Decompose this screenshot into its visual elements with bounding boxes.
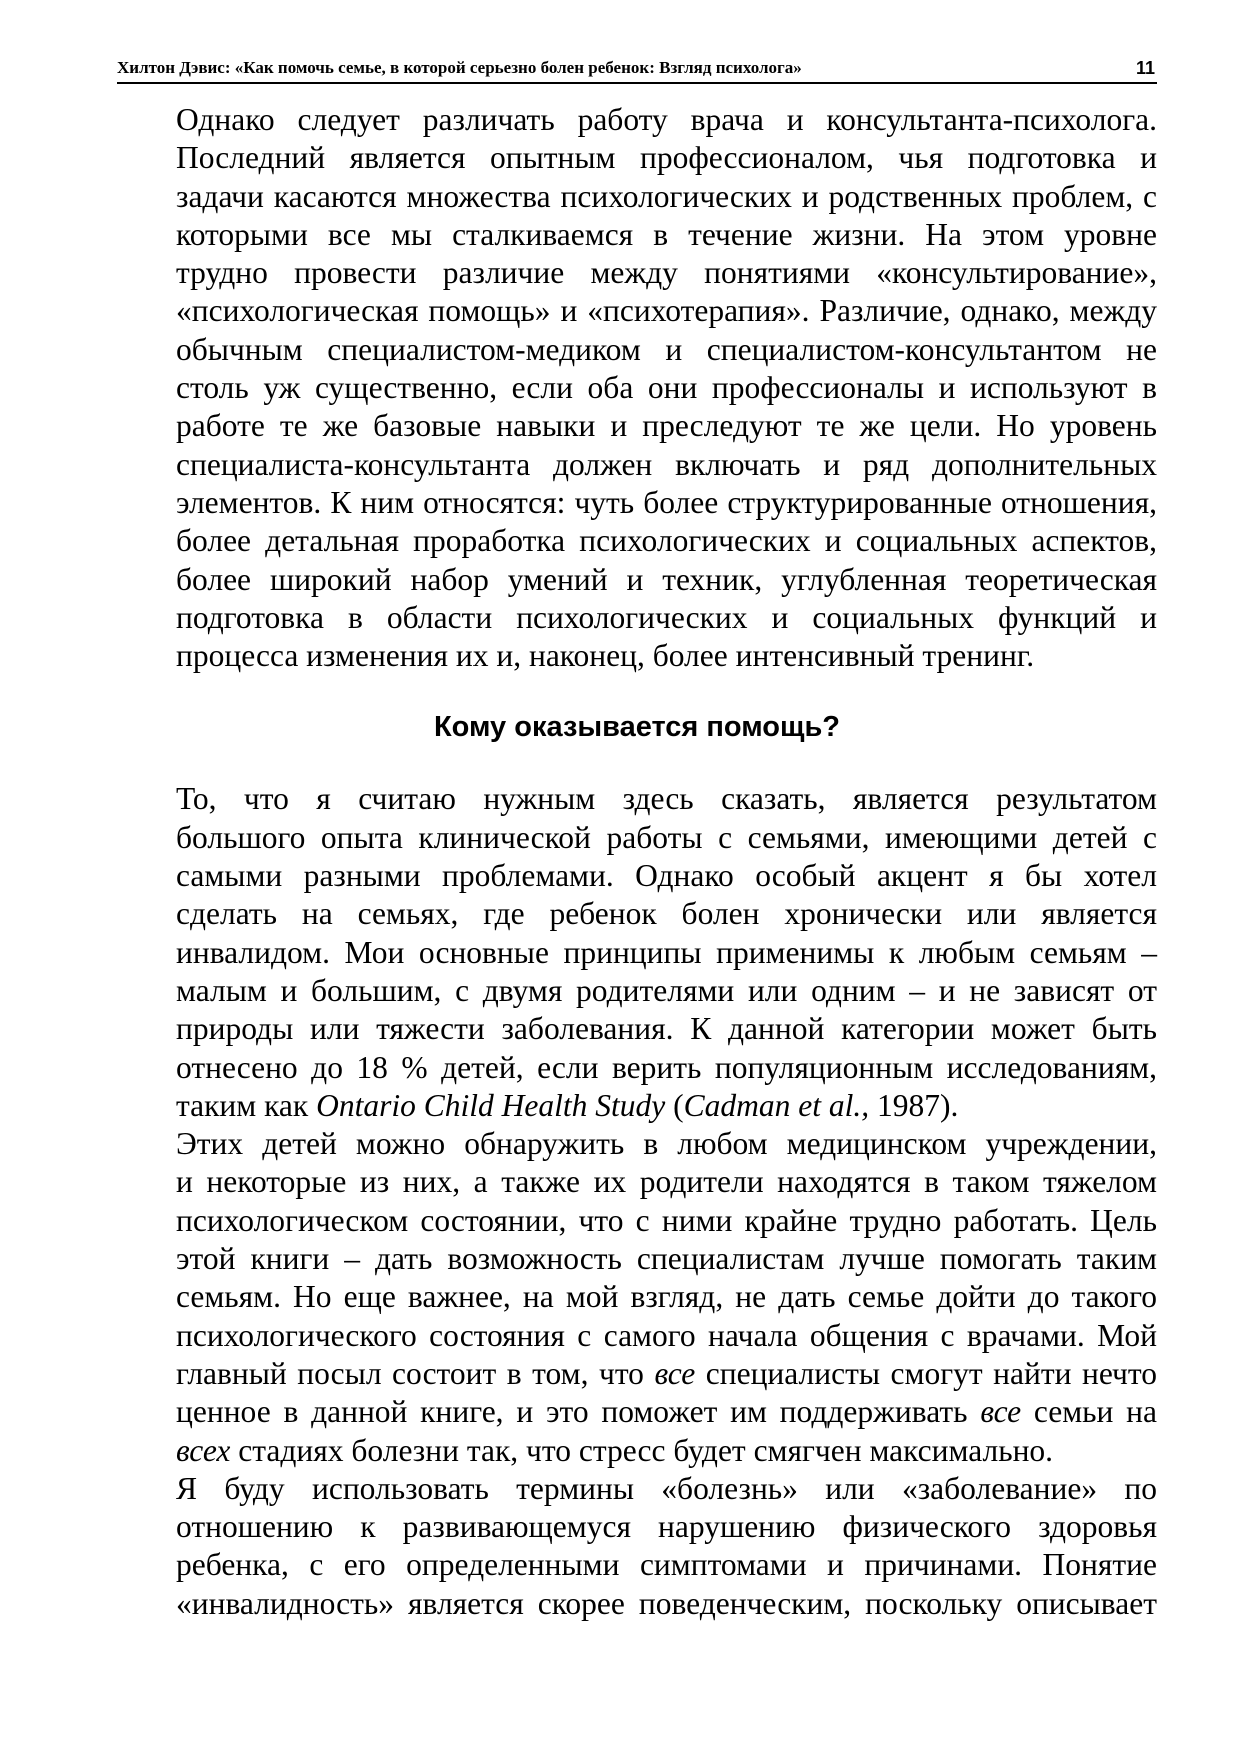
text-line: Однако следует различать работу врача и консультанта-психолога. (176, 102, 1157, 137)
text-line: задачи касаются множества психологических и родственных проблем, с (176, 178, 1157, 214)
text-line: сделать на семьях, где ребенок болен хронически или является (176, 896, 1157, 932)
paragraph-3 (117, 1125, 1157, 1470)
text-line (117, 1355, 1157, 1393)
text-line: которыми все мы сталкиваемся в течение жизни. На этом уровне (176, 216, 1157, 252)
text-line (117, 1087, 1157, 1125)
paragraph-2 (117, 780, 1157, 1125)
spacer (117, 675, 1157, 707)
text-line: обычным специалистом-медиком и специалистом-консультантом не (176, 331, 1157, 367)
italic-word: всех (176, 1432, 231, 1468)
body-text (117, 101, 1157, 1623)
text-line: трудно провести различие между понятиями «консультирование», (176, 255, 1157, 291)
text-line: процесса изменения их и, наконец, более интенсивный тренинг. (176, 638, 1035, 674)
text-run: 1987). (869, 1087, 959, 1123)
text-line: Я буду использовать термины «болезнь» или «заболевание» по (176, 1470, 1157, 1506)
text-run: ценное в данной книге, и это поможет им поддерживать (176, 1394, 981, 1430)
text-line: Этих детей можно обнаружить в любом медицинском учреждении, (176, 1126, 1157, 1162)
text-line: специалиста-консультанта должен включать и ряд дополнительных (176, 446, 1157, 482)
text-line: более детальная проработка психологических и социальных аспектов, (176, 523, 1157, 559)
text-run: семьи на (1021, 1394, 1158, 1430)
section-heading: Кому оказывается помощь? (433, 711, 841, 744)
citation-authors: Cadman et al., (683, 1087, 870, 1123)
text-line: отнесено до 18 % детей, если верить популяционным исследованиям, (176, 1049, 1157, 1085)
text-line (117, 1432, 1157, 1470)
text-line: и некоторые из них, а также их родители находятся в таком тяжелом (176, 1164, 1157, 1200)
paragraph-4 (117, 1470, 1157, 1623)
text-line: более широкий набор умений и техник, углубленная теоретическая (176, 561, 1157, 597)
header-title: Хилтон Дэвис: «Как помочь семье, в которой серьезно болен ребенок: Взгляд психолога» (117, 58, 802, 77)
text-line: ребенка, с его определенными симптомами и причинами. Понятие (176, 1547, 1157, 1583)
text-line: малым и большим, с двумя родителями или одним – и не зависят от (176, 972, 1157, 1008)
text-line: работе те же базовые навыки и преследуют те же цели. Но уровень (176, 408, 1157, 444)
text-run: ( (665, 1087, 684, 1123)
text-line: инвалидом. Мои основные принципы применимы к любым семьям – (176, 934, 1157, 970)
text-line: семьям. Но еще важнее, на мой взгляд, не дать семье дойти до такого (176, 1279, 1157, 1315)
text-line: То, что я считаю нужным здесь сказать, является результатом (176, 781, 1157, 817)
page-number: 11 (1135, 58, 1155, 78)
italic-word: все (654, 1355, 696, 1391)
italic-word: все (980, 1394, 1022, 1430)
text-run: таким как (176, 1087, 317, 1123)
text-line: «инвалидность» является скорее поведенческим, поскольку описывает (176, 1585, 1157, 1621)
italic-title: Ontario Child Health Study (316, 1087, 666, 1123)
text-line: этой книги – дать возможность специалистам лучше помогать таким (176, 1241, 1157, 1277)
text-line: столь уж существенно, если оба они профессионалы и используют в (176, 370, 1157, 406)
text-line: «психологическая помощь» и «психотерапия». Различие, однако, между (176, 293, 1157, 329)
text-line: психологическом состоянии, что с ними крайне трудно работать. Цель (176, 1202, 1157, 1238)
text-run: специалисты смогут найти нечто (695, 1355, 1157, 1391)
paragraph-1 (117, 101, 1157, 675)
text-run: главный посыл состоит в том, что (176, 1355, 655, 1391)
text-line: подготовка в области психологических и социальных функций и (176, 599, 1157, 635)
text-line: отношению к развивающемуся нарушению физического здоровья (176, 1509, 1157, 1545)
text-run: стадиях болезни так, что стресс будет смягчен максимально. (230, 1432, 1054, 1468)
text-line (117, 1393, 1157, 1431)
text-line: элементов. К ним относятся: чуть более структурированные отношения, (176, 484, 1157, 520)
text-line: природы или тяжести заболевания. К данной категории может быть (176, 1011, 1157, 1047)
text-line: Последний является опытным профессионалом, чья подготовка и (176, 140, 1157, 176)
text-line: самыми разными проблемами. Однако особый акцент я бы хотел (176, 858, 1157, 894)
spacer (117, 747, 1157, 780)
running-header (117, 56, 1157, 84)
text-line: большого опыта клинической работы с семьями, имеющими детей с (176, 819, 1157, 855)
text-line: психологического состояния с самого начала общения с врачами. Мой (176, 1317, 1157, 1353)
